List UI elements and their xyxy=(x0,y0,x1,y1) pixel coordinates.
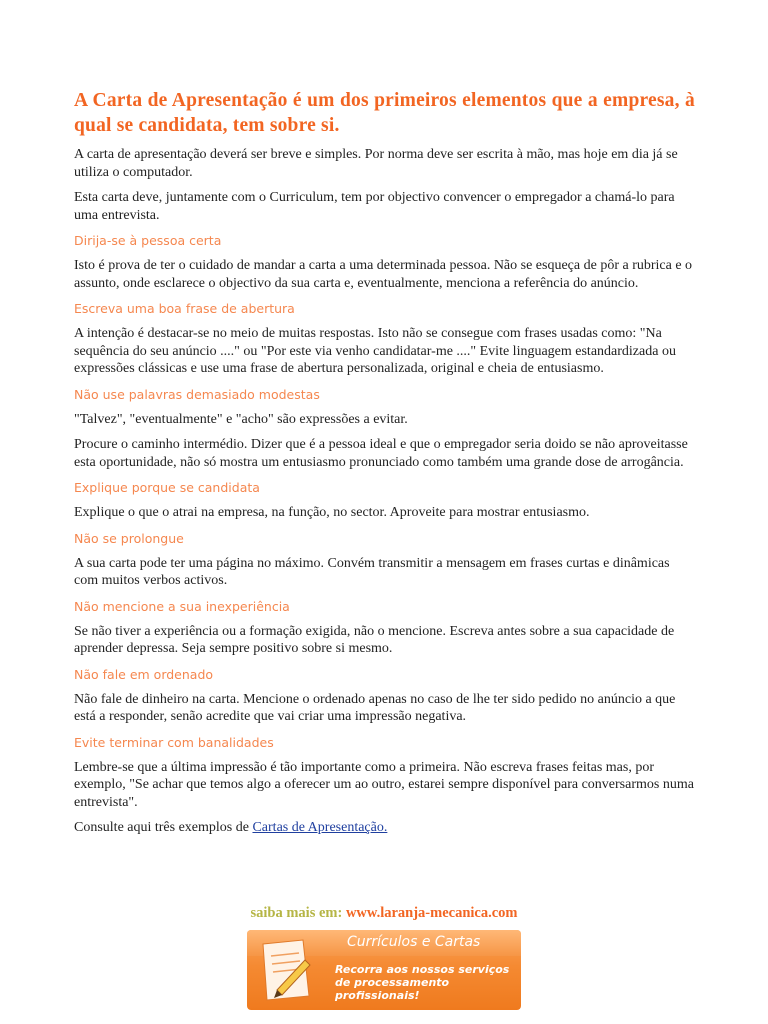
section xyxy=(74,232,695,292)
consult-text: Consulte aqui três exemplos de xyxy=(74,820,253,835)
footer-label: saiba mais em: xyxy=(250,905,343,921)
section-paragraph: Se não tiver a experiência ou a formação exigida, não o mencione. Escreva antes sobre a sua capacidade de aprender depressa. Seja sempre positivo sobre si mesmo. xyxy=(74,623,675,656)
section xyxy=(74,734,695,812)
section-paragraph: A sua carta pode ter uma página no máximo. Convém transmitir a mensagem em frases curtas e dinâmicas com muitos verbos activos. xyxy=(74,555,670,588)
section xyxy=(74,479,695,522)
services-banner[interactable] xyxy=(247,930,521,1010)
section-paragraph: "Talvez", "eventualmente" e "acho" são expressões a evitar. xyxy=(74,411,408,427)
section-heading: Evite terminar com banalidades xyxy=(74,734,274,750)
section-heading: Não mencione a sua inexperiência xyxy=(74,598,290,614)
footer-promo xyxy=(0,905,768,922)
consult-line xyxy=(74,819,695,837)
section-paragraph: A intenção é destacar-se no meio de muitas respostas. Isto não se consegue com frases usadas como: "Na sequência do seu anúncio ...." ou "Por este via venho candidatar-me ...." Evite linguagem estandardizada ou expressões clássicas e use uma frase de abertura personalizada, original e cheia de entusiasmo. xyxy=(74,326,676,376)
banner-title: Currículos e Cartas xyxy=(347,934,481,950)
section xyxy=(74,598,695,658)
section-heading: Explique porque se candidata xyxy=(74,480,260,495)
section-heading: Não use palavras demasiado modestas xyxy=(74,386,320,402)
section-paragraph: Lembre-se que a última impressão é tão importante como a primeira. Não escreva frases feitas mas, por exemplo, "Se achar que temos algo a oferecer um ao outro, estarei sempre disponível para conversarmos numa entrevista". xyxy=(74,759,694,810)
section-heading: Não fale em ordenado xyxy=(74,666,214,682)
section xyxy=(74,530,695,590)
document-title: A Carta de Apresentação é um dos primeiros elementos que a empresa, à qual se candidata, tem sobre si. xyxy=(74,90,695,136)
section xyxy=(74,386,695,472)
section-paragraph: Procure o caminho intermédio. Dizer que é a pessoa ideal e que o empregador seria doido se não aproveitasse esta oportunidade, não só mostra um entusiasmo pronunciado como também uma grande dose de arrogância. xyxy=(74,437,688,470)
section-heading: Não se prolongue xyxy=(74,530,184,546)
intro-paragraph: Esta carta deve, juntamente com o Curriculum, tem por objectivo convencer o empregador a chamá-lo para uma entrevista. xyxy=(74,190,675,223)
cartas-link[interactable]: Cartas de Apresentação. xyxy=(252,820,388,835)
paper-pencil-icon xyxy=(257,938,315,1002)
footer-url-link[interactable]: www.laranja-mecanica.com xyxy=(345,905,518,921)
section-heading: Escreva uma boa frase de abertura xyxy=(74,301,295,316)
intro-paragraph: A carta de apresentação deverá ser breve e simples. Por norma deve ser escrita à mão, mas hoje em dia já se utiliza o computador. xyxy=(74,147,678,180)
section-paragraph: Isto é prova de ter o cuidado de mandar a carta a uma determinada pessoa. Não se esqueça de pôr a rubrica e o assunto, onde esclarece o objectivo da sua carta e, eventualmente, menciona a referência do anúncio. xyxy=(74,258,693,291)
section xyxy=(74,666,695,726)
banner-text: Recorra aos nossos serviços de processamento profissionais! xyxy=(335,963,510,1002)
section-heading: Dirija-se à pessoa certa xyxy=(74,233,222,248)
section xyxy=(74,300,695,378)
section-paragraph: Não fale de dinheiro na carta. Mencione o ordenado apenas no caso de lhe ter sido pedido no anúncio a que está a responder, senão acredite que vai criar uma impressão negativa. xyxy=(74,691,676,724)
section-paragraph: Explique o que o atrai na empresa, na função, no sector. Aproveite para mostrar entusiasmo. xyxy=(74,505,590,520)
document-body xyxy=(74,88,695,845)
